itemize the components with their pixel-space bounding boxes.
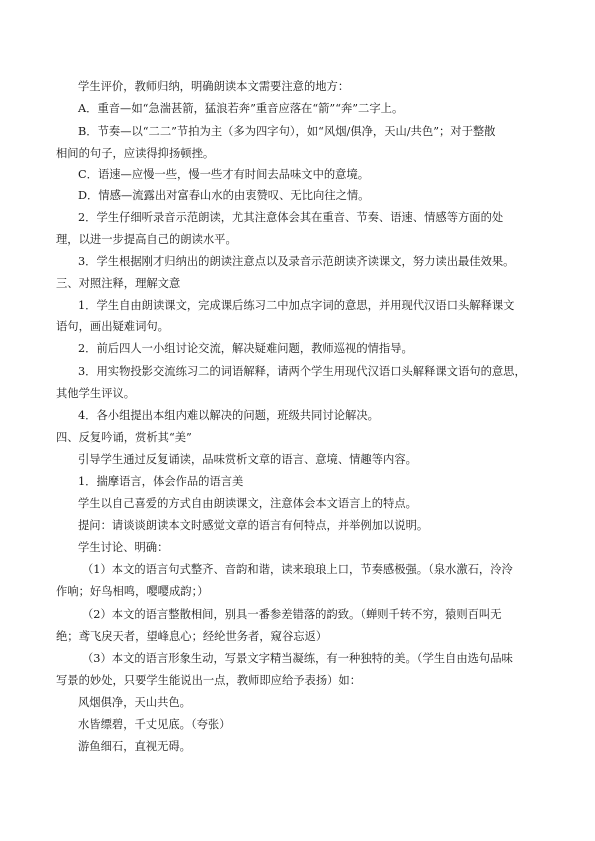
paragraph-line: 作响；好鸟相鸣，嘤嘤成韵；） (56, 585, 209, 598)
paragraph-line: （2）本文的语言整散相间，别具一番参差错落的韵致。（蝉则千转不穷，猿则百叫无 (82, 608, 502, 621)
paragraph-line: 绝；鸢飞戾天者，望峰息心；经纶世务者，窥谷忘返） (56, 630, 328, 643)
paragraph-line: 3．学生根据刚才归纳出的朗读注意点以及录音示范朗读齐读课文，努力读出最佳效果。 (78, 255, 515, 268)
quote-line: 水皆缥碧，千丈见底。（夸张） (78, 718, 231, 731)
paragraph-line: D．情感—流露出对富春山水的由衷赞叹、无比向往之情。 (78, 189, 370, 202)
paragraph-line: 学生以自己喜爱的方式自由朗读课文，注意体会本文语言上的特点。 (78, 497, 417, 510)
paragraph-line: 引导学生通过反复诵读，品味赏析文章的语言、意境、情趣等内容。 (78, 453, 417, 466)
paragraph-line: 写景的妙处，只要学生能说出一点，教师即应给予表扬）如： (56, 674, 362, 687)
section-heading: 三、对照注释，理解文意 (56, 277, 181, 290)
paragraph-line: 相间的句子，应读得抑扬顿挫。 (56, 147, 215, 160)
quote-line: 游鱼细石，直视无碍。 (78, 740, 191, 753)
section-heading: 四、反复吟诵，赏析其“美” (56, 431, 192, 444)
paragraph-line: 学生评价，教师归纳，明确朗读本文需要注意的地方： (78, 80, 350, 93)
paragraph-line: 1．揣摩语言，体会作品的语言美 (78, 475, 244, 488)
paragraph-line: （3）本文的语言形象生动，写景文字精当凝练，有一种独特的美。（学生自由选句品味 (82, 652, 513, 665)
paragraph-line: A．重音—如“急湍甚箭，猛浪若奔”重音应落在“箭”“奔”二字上。 (78, 102, 404, 115)
paragraph-line: 学生讨论、明确： (78, 541, 169, 554)
paragraph-line: 理，以进一步提高自己的朗读水平。 (56, 233, 237, 246)
paragraph-line: 提问：请谈谈朗读本文时感觉文章的语言有何特点，并举例加以说明。 (78, 519, 429, 532)
paragraph-line: 3．用实物投影交流练习二的词语解释，请两个学生用现代汉语口头解释课文语句的意思， (78, 365, 526, 378)
paragraph-line: C．语速—应慢一些，慢一些才有时间去品味文中的意境。 (78, 168, 370, 181)
paragraph-line: 4．各小组提出本组内难以解决的问题，班级共同讨论解决。 (78, 409, 379, 422)
paragraph-line: 1．学生自由朗读课文，完成课后练习二中加点字词的意思，并用现代汉语口头解释课文 (78, 299, 515, 312)
paragraph-line: 2．前后四人一小组讨论交流，解决疑难问题，教师巡视的情指导。 (78, 342, 413, 355)
quote-line: 风烟俱净，天山共色。 (78, 696, 191, 709)
paragraph-line: 2．学生仔细听录音示范朗读，尤其注意体会其在重音、节奏、语速、情感等方面的处 (78, 211, 504, 224)
paragraph-line: （1）本文的语言句式整齐、音韵和谐，读来琅琅上口，节奏感极强。（泉水激石，泠泠 (82, 563, 513, 576)
paragraph-line: 语句，画出疑难词句。 (56, 320, 169, 333)
paragraph-line: B．节奏—以“二二”节拍为主（多为四字句），如“风烟/俱净，天山/共色”；对于整散 (78, 125, 496, 138)
paragraph-line: 其他学生评议。 (56, 387, 136, 400)
